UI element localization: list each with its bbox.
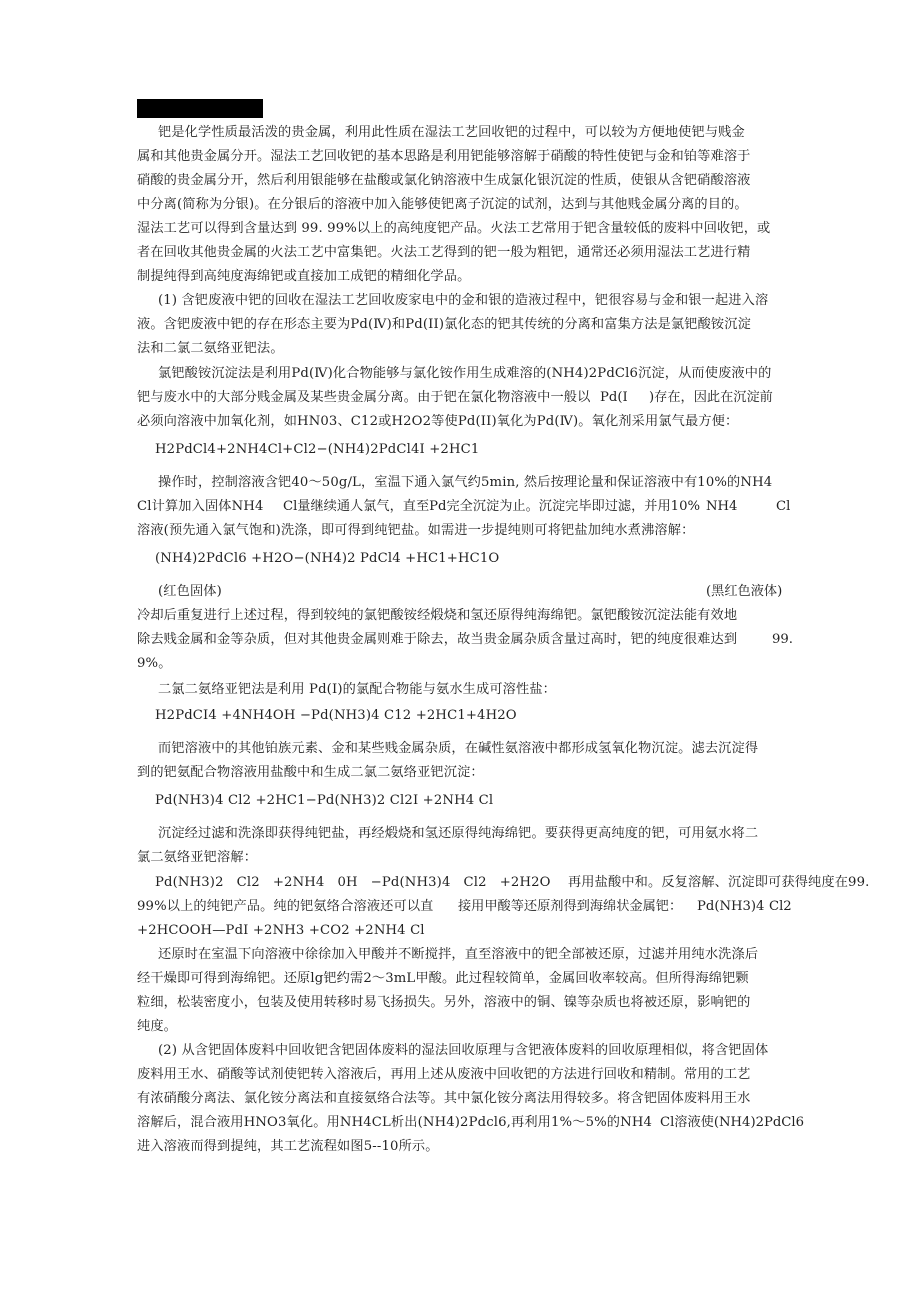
equation: (NH4)2PdCl6 +H2O−(NH4)2 PdCl4 +HC1+HC1O <box>155 551 500 566</box>
text-line: 而钯溶液中的其他铂族元素、金和某些贱金属杂质，在碱性氨溶液中都形成氢氧化物沉淀。滤去沉淀得 <box>158 741 759 756</box>
text-line: 钯是化学性质最活泼的贵金属，利用此性质在湿法工艺回收钯的过程中，可以较为方便地使钯与贱金 <box>158 125 745 140</box>
equation: Pd(NH3)2 Cl2 +2NH4 0H −Pd(NH3)4 Cl2 +2H2O 再用盐酸中和。反复溶解、沉淀即可获得纯度在99. <box>155 875 870 890</box>
text-line: 溶液(预先通入氯气饱和)洗涤，即可得到纯钯盐。如需进一步提纯则可将钯盐加纯水煮沸溶解： <box>137 523 695 538</box>
text-fragment: )存在，因此在沉淀前 <box>649 390 773 405</box>
text-line: 粒细，松装密度小，包装及使用转移时易飞扬损失。另外，溶液中的铜、镍等杂质也将被还原，影响钯的 <box>137 995 751 1010</box>
text-line: 操作时，控制溶液含钯40～50g/L，室温下通入氯气约5min, 然后按理论量和保证溶液中有10%的NH4 <box>158 475 773 490</box>
annotation: (黑红色液体) <box>706 584 783 599</box>
text-line: 中分离(简称为分银)。在分银后的溶液中加入能够使钯离子沉淀的试剂，达到与其他贱金属分离的目的。 <box>137 197 748 212</box>
text-fragment: 接用甲酸等还原剂得到海绵状金属钯： <box>458 899 683 914</box>
text-fragment: NH4 <box>706 499 738 514</box>
text-line: 除去贱金属和金等杂质，但对其他贵金属则难于除去，故当贵金属杂质含量过高时，钯的纯度很难达到 <box>137 632 738 647</box>
text-line: 氯钯酸铵沉淀法是利用Pd(Ⅳ)化合物能够与氯化铵作用生成难溶的(NH4)2PdCl6沉淀，从而使废液中的 <box>158 366 772 381</box>
text-line: 液。含钯废液中钯的存在形态主要为Pd(Ⅳ)和Pd(II)氯化态的钯其传统的分离和富集方法是氯钯酸铵沉淀 <box>137 317 751 332</box>
text-line: 者在回收其他贵金属的火法工艺中富集钯。火法工艺得到的钯一般为粗钯，通常还必须用湿法工艺进行精 <box>137 245 751 260</box>
text-line: 制提纯得到高纯度海绵钯或直接加工成钯的精细化学品。 <box>137 269 471 284</box>
text-fragment: 99. <box>772 632 793 647</box>
text-line: 进入溶液而得到提纯，其工艺流程如图5--10所示。 <box>137 1139 439 1154</box>
annotation: (红色固体) <box>158 584 222 599</box>
text-fragment: Cl <box>776 499 791 514</box>
text-line: 湿法工艺可以得到含量达到 99. 99%以上的高纯度钯产品。火法工艺常用于钯含量较低的废料中回收钯，或 <box>137 221 771 236</box>
text-line: 99%以上的纯钯产品。纯的钯氨络合溶液还可以直 <box>137 899 434 914</box>
text-line: 沉淀经过滤和洗涤即获得纯钯盐，再经煅烧和氢还原得纯海绵钯。要获得更高纯度的钯，可用氨水将二 <box>158 826 759 841</box>
text-line: (2) 从含钯固体废料中回收钯含钯固体废料的湿法回收原理与含钯液体废料的回收原理相似，将含钯固体 <box>158 1043 769 1058</box>
text-line: 必须向溶液中加氧化剂，如HN03、C12或H2O2等使Pd(II)氧化为Pd(Ⅳ)。氧化剂采用氯气最方便： <box>137 414 739 429</box>
text-line: 还原时在室温下向溶液中徐徐加入甲酸并不断搅拌，直至溶液中的钯全部被还原，过滤并用纯水洗涤后 <box>158 947 759 962</box>
text-line: Cl计算加入固体NH4 <box>137 499 264 514</box>
equation: H2PdCl4+2NH4Cl+Cl2−(NH4)2PdCl4Ⅰ +2HC1 <box>155 442 480 457</box>
text-line: 到的钯氨配合物溶液用盐酸中和生成二氯二氨络亚钯沉淀： <box>137 765 484 780</box>
text-line: 冷却后重复进行上述过程，得到较纯的氯钯酸铵经煅烧和氢还原得纯海绵钯。氯钯酸铵沉淀法能有效地 <box>137 608 738 623</box>
text-fragment: Cl量继续通人氯气，直至Pd完全沉淀为止。沉淀完毕即过滤，并用10% <box>283 499 700 514</box>
text-line: 废料用王水、硝酸等试剂使钯转入溶液后，再用上述从废液中回收钯的方法进行回收和精制。常用的工艺 <box>137 1067 751 1082</box>
text-fragment: Pd(NH3)4 <box>697 899 765 914</box>
text-line: 有浓硝酸分离法、氯化铵分离法和直接氨络合法等。其中氯化铵分离法用得较多。将含钯固体废料用王水 <box>137 1091 751 1106</box>
text-fragment: Pd(Ⅰ <box>600 390 628 405</box>
text-fragment: Cl溶液使(NH4)2PdCl6 <box>660 1115 804 1130</box>
text-line: 二氯二氨络亚钯法是利用 Pd(Ⅰ)的氯配合物能与氨水生成可溶性盐： <box>158 682 557 697</box>
equation: H2PdCI4 +4NH4OH −Pd(NH3)4 C12 +2HC1+4H2O <box>155 708 517 723</box>
text-line: 硝酸的贵金属分开，然后利用银能够在盐酸或氯化钠溶液中生成氯化银沉淀的性质，使银从含钯硝酸溶液 <box>137 173 751 188</box>
text-line: 法和二氯二氨络亚钯法。 <box>137 341 284 356</box>
equation: +2HCOOH—PdⅠ +2NH3 +CO2 +2NH4 Cl <box>137 923 425 938</box>
text-line: 属和其他贵金属分开。湿法工艺回收钯的基本思路是利用钯能够溶解于硝酸的特性使钯与金和铂等难溶于 <box>137 149 751 164</box>
text-line: 经干燥即可得到海绵钯。还原lg钯约需2～3mL甲酸。此过程较简单，金属回收率较高。但所得海绵钯颗 <box>137 971 749 986</box>
redacted-heading-bar <box>137 99 263 118</box>
text-line: 钯与废水中的大部分贱金属及某些贵金属分离。由于钯在氯化物溶液中一般以 <box>137 390 591 405</box>
text-line: 9%。 <box>137 656 172 671</box>
text-line: (1) 含钯废液中钯的回收在湿法工艺回收废家电中的金和银的造液过程中，钯很容易与金和银一起进入溶 <box>158 293 769 308</box>
text-fragment: Cl2 <box>769 899 792 914</box>
equation: Pd(NH3)4 Cl2 +2HC1−Pd(NH3)2 Cl2Ⅰ +2NH4 Cl <box>155 793 494 808</box>
text-line: 纯度。 <box>137 1019 178 1034</box>
text-line: 氯二氨络亚钯溶解： <box>137 850 258 865</box>
text-line: 溶解后，混合液用HNO3氧化。用NH4CL析出(NH4)2Pdcl6,再利用1%～5%的NH4 <box>137 1115 653 1130</box>
